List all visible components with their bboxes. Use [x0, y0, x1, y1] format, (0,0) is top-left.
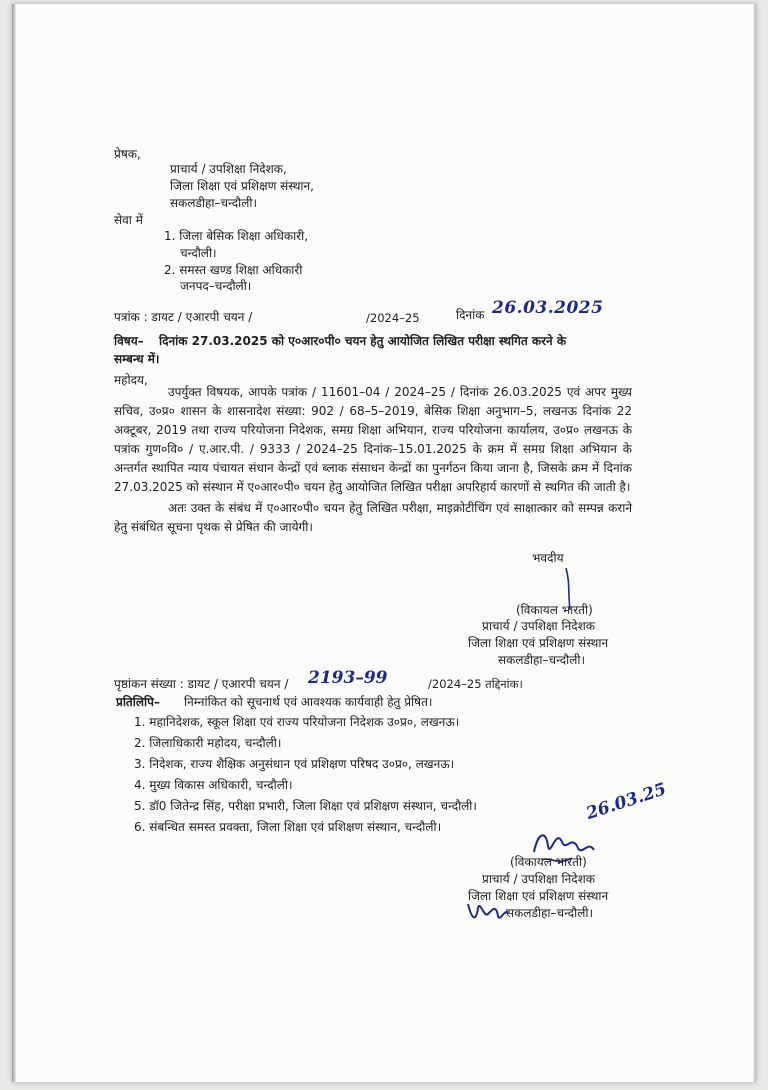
signatory-place-1: सकलडीहा–चन्दौली। [498, 653, 586, 667]
copy-list-item: 3. निदेशक, राज्य शैक्षिक अनुसंधान एवं प्रशिक्षण परिषद उ०प्र०, लखनऊ। [134, 757, 455, 771]
signatory-place-2: सकलडीहा–चन्दौली। [506, 906, 594, 920]
recipient-1-line-2: चन्दौली। [180, 246, 217, 260]
sender-line-1: प्राचार्य / उपशिक्षा निदेशक, [170, 162, 287, 176]
endorsement-year-date: /2024–25 तद्दिनांक। [428, 677, 523, 691]
salutation: महोदय, [114, 373, 148, 387]
handwritten-date-2: 26.03.25 [583, 779, 669, 824]
copy-label: प्रतिलिपि– [116, 695, 160, 709]
body-paragraph-1: उपर्युक्त विषयक, आपके पत्रांक / 11601–04 / 2024–25 / दिनांक 26.03.2025 एवं अपर मुख्य सचिव, उ०प्र० शासन के शासनादेश संख्या: 902 / 68–5–2019, बेसिक शिक्षा अनुभाग–5, लखनऊ दिनांक 22 अक्टूबर, 2019 तथा राज्य परियोजना निदेशक, समग्र शिक्षा अभियान, राज्य परियोजना कार्यालय, उ०प्र० लखनऊ के पत्रांक गुण०वि० / ए.आर.पी. / 9333 / 2024–25 दिनांक–15.01.2025 के क्रम में समग्र शिक्षा अभियान के अन्तर्गत स्थापित न्याय पंचायत संधान केन्द्रों एवं ब्लाक संसाधन केन्द्रों का पुनर्गठन किया जाना है, जिसके क्रम में दिनांक 27.03.2025 को संस्थान में ए०आर०पी० चयन हेतु आयोजित लिखित परीक्षा अपरिहार्य कारणों से स्थगित की जाती है। [114, 385, 632, 494]
signatory-name-1: (विकायल भारती) [516, 603, 593, 617]
subject-label: विषय– [114, 334, 144, 348]
subject-line-2: सम्बन्ध में। [114, 352, 160, 366]
endorsement-number-label: पृष्ठांकन संख्या : डायट / एआरपी चयन / [114, 677, 289, 691]
handwritten-date: 26.03.2025 [492, 298, 604, 318]
copy-list-item: 4. मुख्य विकास अधिकारी, चन्दौली। [134, 778, 293, 792]
signatory-org-2: जिला शिक्षा एवं प्रशिक्षण संस्थान [468, 889, 609, 903]
sender-line-2: जिला शिक्षा एवं प्रशिक्षण संस्थान, [170, 179, 314, 193]
recipient-1-line-1: 1. जिला बेसिक शिक्षा अधिकारी, [164, 229, 309, 243]
letter-page [12, 4, 756, 1082]
copy-text: निम्नांकित को सूचनार्थ एवं आवश्यक कार्यवाही हेतु प्रेषित। [184, 695, 433, 709]
page-edge-right [753, 4, 756, 1082]
recipient-2-line-2: जनपद–चन्दौली। [180, 279, 252, 293]
copy-list-item: 5. डॉ0 जितेन्द्र सिंह, परीक्षा प्रभारी, जिला शिक्षा एवं प्रशिक्षण संस्थान, चन्दौली। [134, 799, 477, 813]
patrank-year: /2024–25 [366, 311, 420, 325]
closing-bhavdiya: भवदीय [532, 551, 564, 565]
page-edge-left [12, 4, 16, 1082]
signatory-designation-2: प्राचार्य / उपशिक्षा निदेशक [482, 872, 595, 886]
copy-list-item: 6. संबन्धित समस्त प्रवक्ता, जिला शिक्षा एवं प्रशिक्षण संस्थान, चन्दौली। [134, 820, 442, 834]
recipient-2-line-1: 2. समस्त खण्ड शिक्षा अधिकारी [164, 263, 303, 277]
sender-label: प्रेषक, [114, 147, 141, 161]
patrank-label: पत्रांक : डायट / एआरपी चयन / [114, 310, 253, 324]
signatory-org-1: जिला शिक्षा एवं प्रशिक्षण संस्थान [468, 636, 609, 650]
recipients-label: सेवा में [114, 213, 143, 227]
body-paragraph-2: अतः उक्त के संबंध में ए०आर०पी० चयन हेतु लिखित परीक्षा, माइक्रोटीचिंग एवं साक्षात्कार को सम्पन्न कराने हेतु संबंधित सूचना पृथक से प्रेषित की जायेगी। [114, 501, 632, 534]
endorsement-number-handwritten: 2193–99 [308, 668, 388, 688]
signatory-name-2: (विकायल भारती) [510, 855, 587, 869]
subject-line-1: दिनांक 27.03.2025 को ए०आर०पी० चयन हेतु आयोजित लिखित परीक्षा स्थगित करने के [159, 334, 567, 348]
date-label: दिनांक [456, 308, 485, 322]
copy-list-item: 2. जिलाधिकारी महोदय, चन्दौली। [134, 736, 282, 750]
sender-line-3: सकलडीहा–चन्दौली। [170, 196, 258, 210]
signatory-designation-1: प्राचार्य / उपशिक्षा निदेशक [482, 619, 595, 633]
copy-list-item: 1. महानिदेशक, स्कूल शिक्षा एवं राज्य परियोजना निदेशक उ०प्र०, लखनऊ। [134, 715, 460, 729]
